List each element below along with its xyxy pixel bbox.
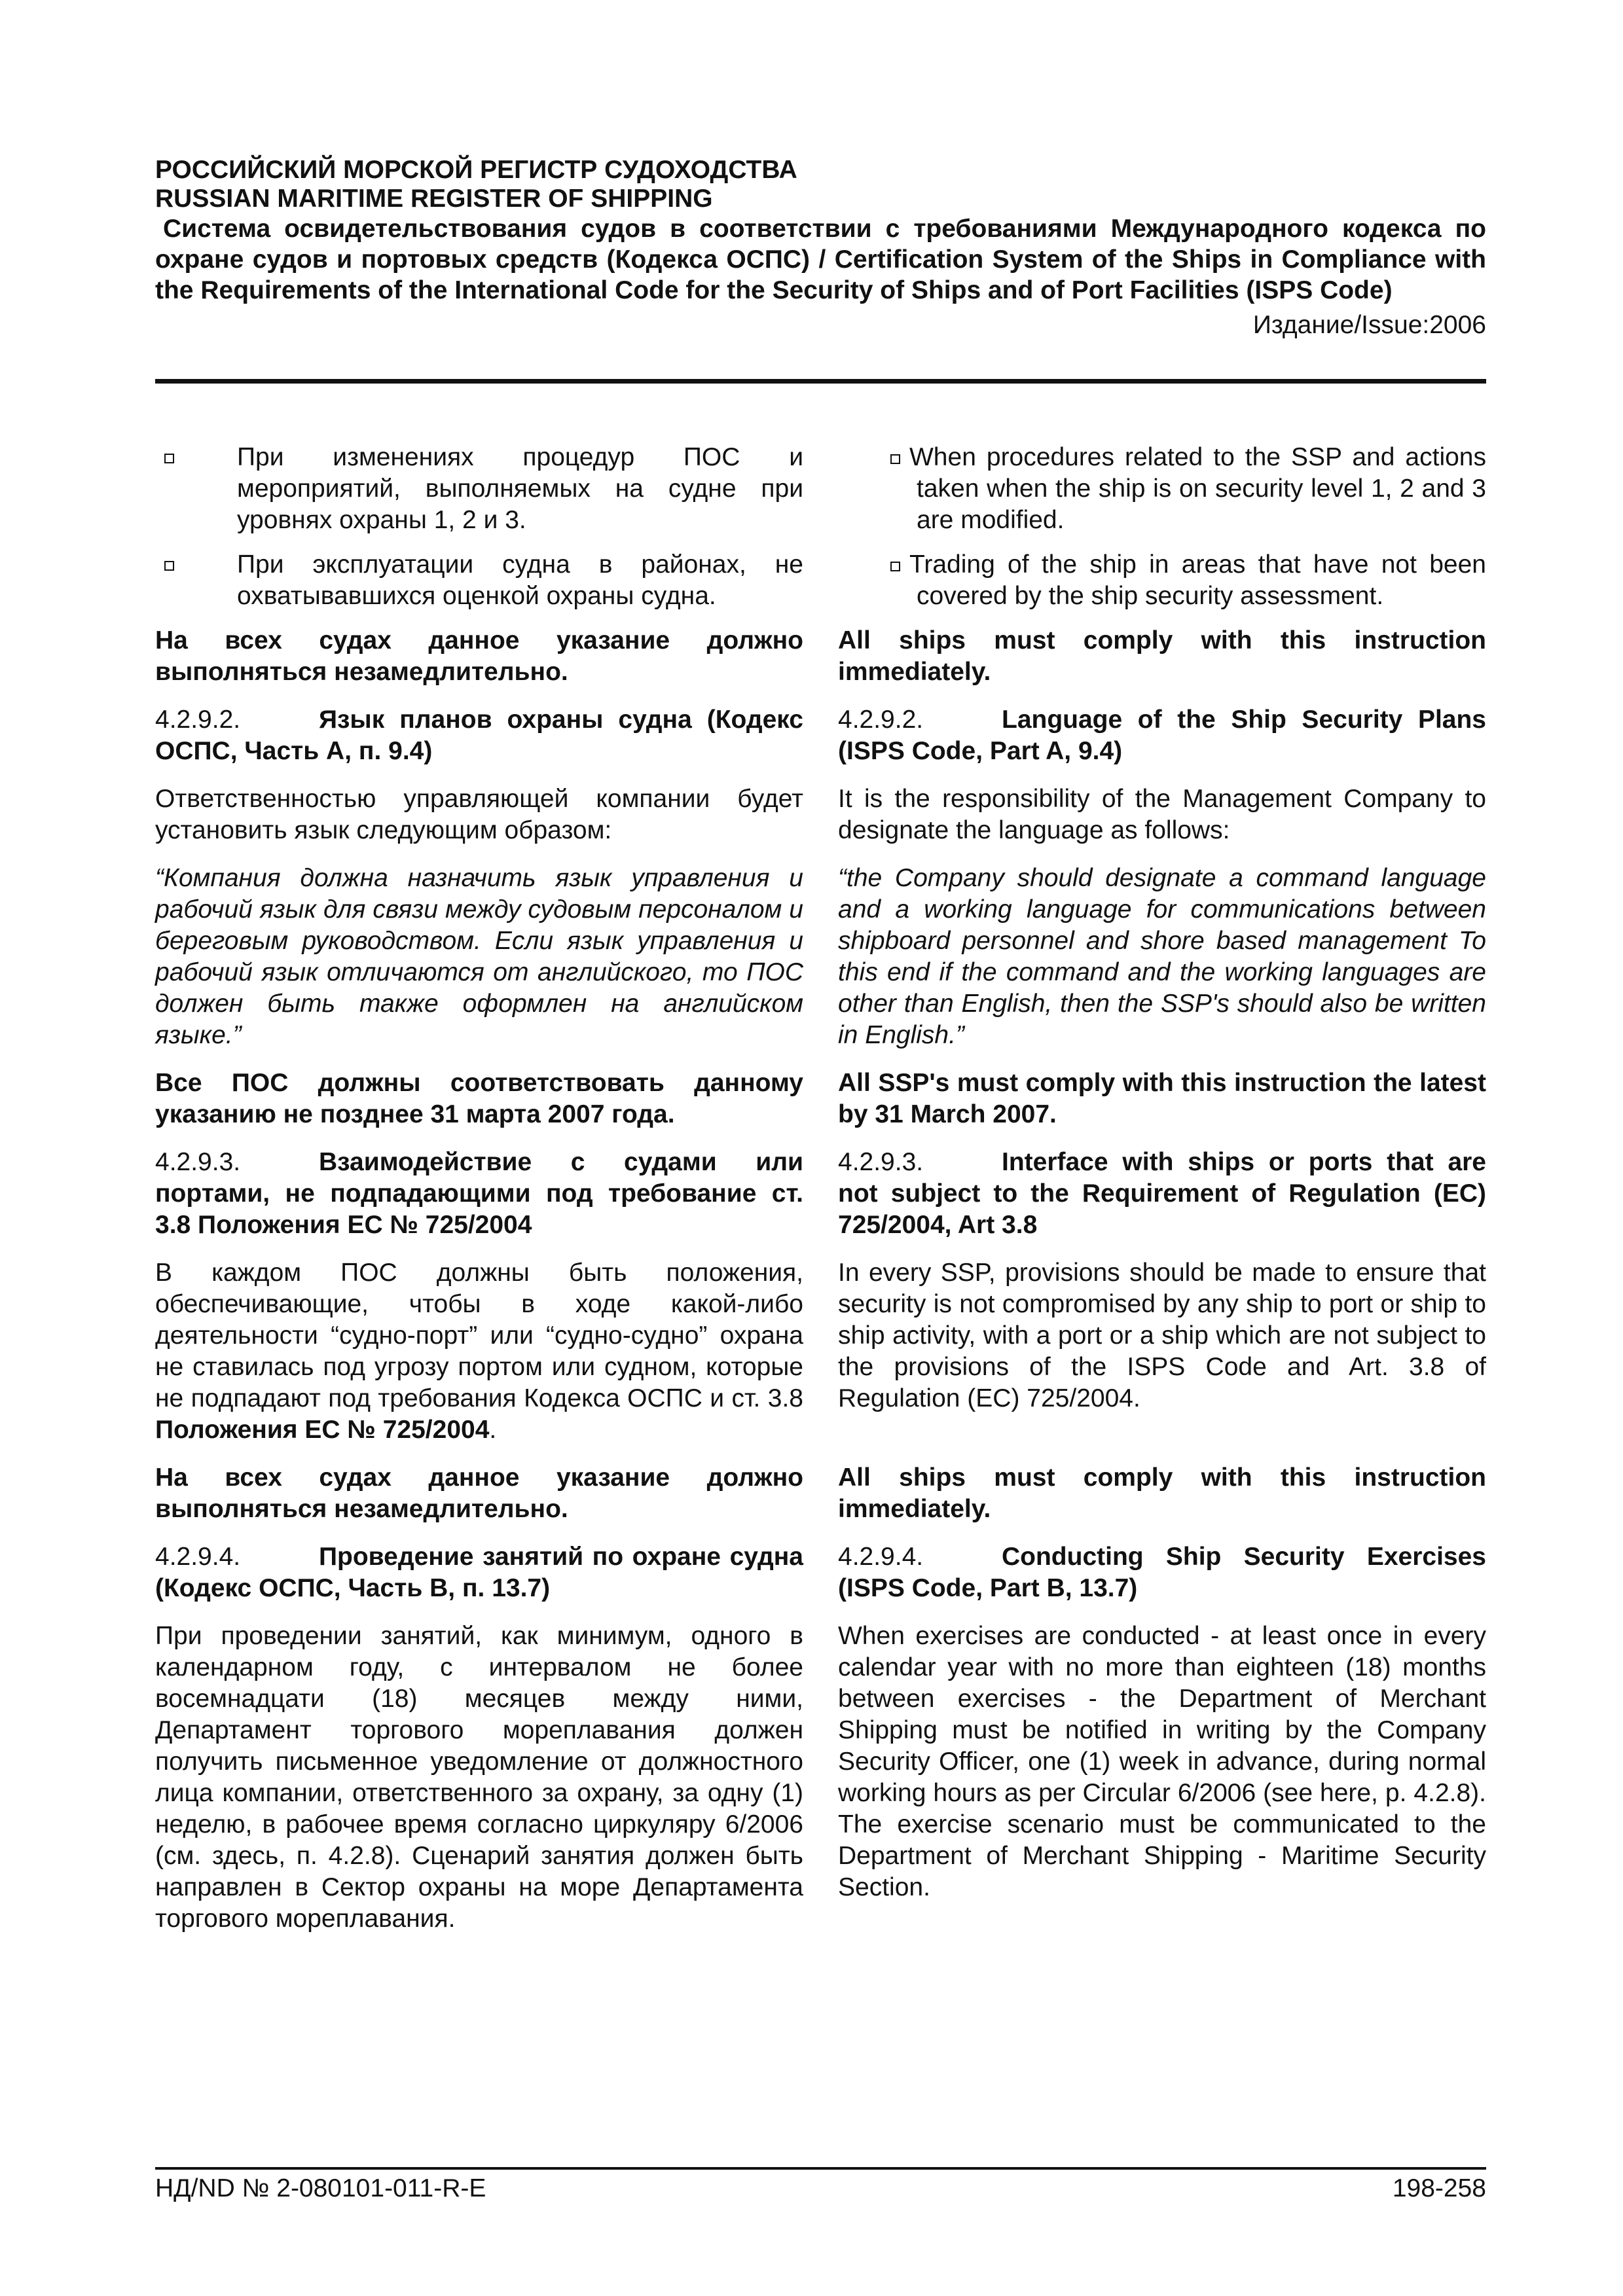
regulation-reference: Положения ЕС № 725/2004 (155, 1416, 490, 1444)
section-title: Язык планов охраны судна (Кодекс ОСПС, Часть А, п. 9.4) (155, 706, 803, 765)
instruction-text: All SSP's must comply with this instruction the latest by 31 March 2007. (838, 1069, 1486, 1128)
paragraph-end: . (489, 1416, 497, 1444)
checkbox-bullet-icon (164, 454, 174, 463)
bullet-text: При эксплуатации судна в районах, не охватывавшихся оценкой охраны судна. (237, 550, 803, 610)
section-title: Interface with ships or ports that are not subject to the Requirement of Regulation (EC) 725/2004, Art 3.8 (838, 1148, 1486, 1239)
section-number: 4.2.9.2. (838, 706, 924, 734)
section-heading (838, 704, 1486, 767)
page-header (155, 156, 1486, 340)
issue-label: Издание/Issue:2006 (1252, 311, 1486, 339)
system-title: Система освидетельствования судов в соответствии с требованиями Международного кодекса по охране судов и портовых средств (Кодекса ОСПС) / Certification System of the Ships in Compliance with the Requirements of the International Code for the Security of Ships and of Port Facilities (ISPS Code) (155, 215, 1486, 304)
section-heading (838, 1147, 1486, 1241)
section-heading (155, 1541, 803, 1604)
section-title: Проведение занятий по охране судна (Кодекс ОСПС, Часть В, п. 13.7) (155, 1543, 803, 1602)
quote-paragraph: “the Company should designate a command language and a working language for communications between shipboard personnel and shore based management To this end if the command and the working languages are other than English, then the SSP's should also be written in English.” (838, 864, 1486, 1049)
section-number: 4.2.9.2. (155, 706, 241, 734)
register-title-ru: РОССИЙСКИЙ МОРСКОЙ РЕГИСТР СУДОХОДСТВА (155, 156, 797, 184)
paragraph: It is the responsibility of the Management Company to designate the language as follows: (838, 785, 1486, 844)
checkbox-bullet-icon (164, 561, 174, 571)
instruction-text: На всех судах данное указание должно выполняться незамедлительно. (155, 1463, 803, 1523)
section-title: Взаимодействие с судами или портами, не подпадающими под требование ст. 3.8 Положения ЕС № 725/2004 (155, 1148, 803, 1239)
list-item (155, 549, 803, 612)
paragraph: In every SSP, provisions should be made to ensure that security is not compromised by any ship to port or ship to ship activity, with a port or a ship which are not subject to the provisions of the ISPS Code and Art. 3.8 of Regulation (EC) 725/2004. (838, 1259, 1486, 1412)
section-heading (155, 704, 803, 767)
list-item (838, 549, 1486, 612)
section-number: 4.2.9.3. (155, 1148, 241, 1176)
section-title: Conducting Ship Security Exercises (ISPS Code, Part B, 13.7) (838, 1543, 1486, 1602)
header-divider (155, 379, 1486, 384)
section-number: 4.2.9.4. (838, 1543, 924, 1571)
register-title-en: RUSSIAN MARITIME REGISTER OF SHIPPING (155, 185, 713, 213)
bullet-text: When procedures related to the SSP and actions taken when the ship is on security level 1, 2 and 3 are modified. (909, 443, 1486, 534)
bullet-text: Trading of the ship in areas that have not been covered by the ship security assessment. (909, 550, 1486, 610)
list-item (155, 442, 803, 536)
column-english (838, 442, 1486, 1903)
paragraph-text: В каждом ПОС должны быть положения, обеспечивающие, чтобы в ходе какой-либо деятельности “судно-порт” или “судно-судно” охрана не ставилась под угрозу портом или судном, которые не подпадают под требования Кодекса ОСПС и ст. 3.8 (155, 1259, 803, 1412)
instruction-text: На всех судах данное указание должно выполняться незамедлительно. (155, 626, 803, 686)
section-heading (838, 1541, 1486, 1604)
checkbox-bullet-icon (890, 454, 900, 464)
instruction-text: Все ПОС должны соответствовать данному указанию не позднее 31 марта 2007 года. (155, 1069, 803, 1128)
quote-paragraph: “Компания должна назначить язык управления и рабочий язык для связи между судовым персоналом и береговым руководством. Если язык управления и рабочий язык отличаются от английского, то ПОС должен быть также оформлен на английском языке.” (155, 864, 803, 1049)
checkbox-bullet-icon (890, 562, 900, 571)
section-number: 4.2.9.3. (838, 1148, 924, 1176)
section-title: Language of the Ship Security Plans (ISPS Code, Part A, 9.4) (838, 706, 1486, 765)
bullet-text: При изменениях процедур ПОС и мероприятий, выполняемых на судне при уровнях охраны 1, 2 и 3. (237, 443, 803, 534)
paragraph (155, 1257, 803, 1446)
document-number: НД/ND № 2-080101-011-R-E (155, 2174, 486, 2202)
section-number: 4.2.9.4. (155, 1543, 241, 1571)
section-heading (155, 1147, 803, 1241)
column-russian (155, 442, 803, 1935)
paragraph: When exercises are conducted - at least once in every calendar year with no more than eighteen (18) months between exercises - the Department of Merchant Shipping must be notified in writing by the Company Security Officer, one (1) week in advance, during normal working hours as per Circular 6/2006 (see here, p. 4.2.8). The exercise scenario must be communicated to the Department of Merchant Shipping - Maritime Security Section. (838, 1622, 1486, 1901)
list-item (838, 442, 1486, 536)
paragraph: При проведении занятий, как минимум, одного в календарном году, с интервалом не более восемнадцати (18) месяцев между ними, Департамент торгового мореплавания должен получить письменное уведомление от должностного лица компании, ответственного за охрану, за одну (1) неделю, в рабочее время согласно циркуляру 6/2006 (см. здесь, п. 4.2.8). Сценарий занятия должен быть направлен в Сектор охраны на море Департамента торгового мореплавания. (155, 1622, 803, 1933)
instruction-text: All ships must comply with this instruction immediately. (838, 626, 1486, 686)
paragraph: Ответственностью управляющей компании будет установить язык следующим образом: (155, 785, 803, 844)
instruction-text: All ships must comply with this instruction immediately. (838, 1463, 1486, 1523)
page-number: 198-258 (1392, 2174, 1486, 2202)
footer-divider (155, 2167, 1486, 2170)
